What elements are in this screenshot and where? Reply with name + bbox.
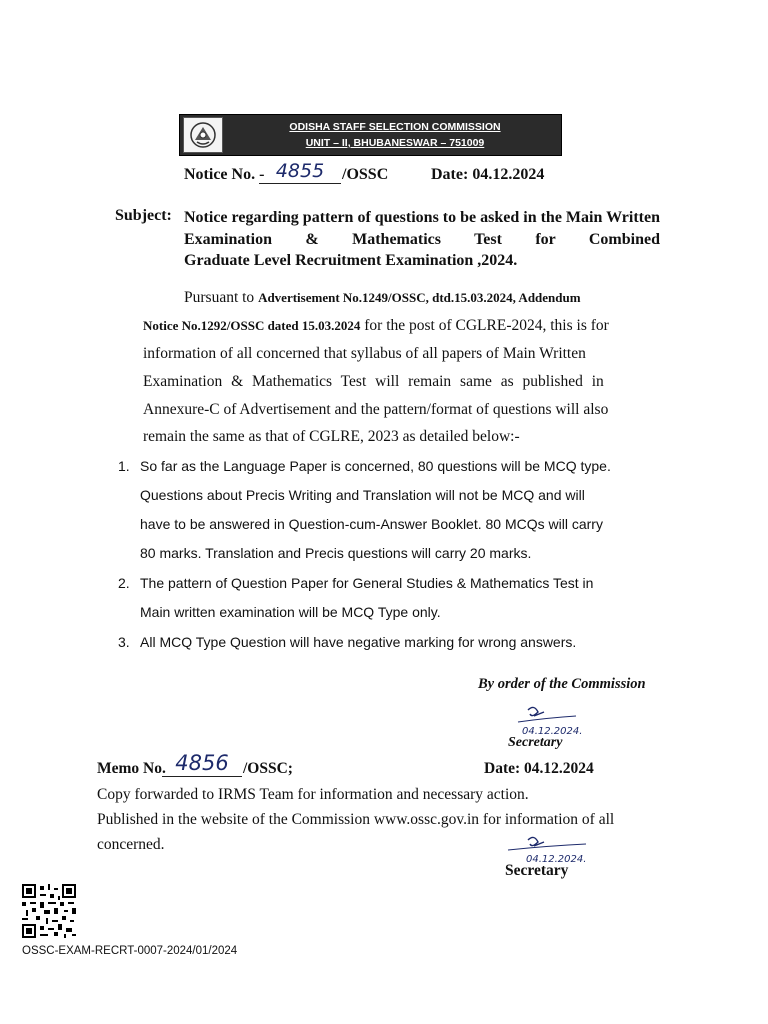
qr-code-icon: [22, 884, 76, 938]
subject-line-2: Written Examination & Mathematics Test for Combined: [184, 209, 661, 248]
subject-line-1: Notice regarding pattern of questions to be asked in the Main: [184, 209, 603, 226]
list-item-2-line-1: The pattern of Question Paper for General Studies & Mathematics Test in: [140, 575, 594, 591]
memo-number-handwritten: 4856: [162, 750, 242, 777]
signature-2-date: 04.12.2024.: [526, 854, 587, 864]
list-item-1-line-1: So far as the Language Paper is concerned, 80 questions will be MCQ type.: [140, 458, 611, 474]
secretary-title-1: Secretary: [508, 735, 563, 750]
published-line-2: concerned.: [97, 836, 165, 853]
list-item-3-line-1: All MCQ Type Question will have negative marking for wrong answers.: [140, 634, 577, 650]
published-line-1: Published in the website of the Commission www.ossc.gov.in for information of all: [97, 811, 615, 828]
body-line-2-rest: for the post of CGLRE-2024, this is for: [360, 317, 609, 334]
memo-suffix: /OSSC;: [243, 760, 293, 777]
body-line-3: information of all concerned that syllabus of all papers of Main Written: [143, 345, 586, 362]
org-name: ODISHA STAFF SELECTION COMMISSION: [289, 121, 501, 133]
signature-1-date: 04.12.2024.: [522, 726, 583, 737]
notice-suffix: /OSSC: [342, 166, 389, 183]
org-address: UNIT – II, BHUBANESWAR – 751009: [305, 137, 485, 149]
secretary-title-2: Secretary: [505, 862, 569, 879]
advertisement-ref: Advertisement No.1249/OSSC, dtd.15.03.2024, Addendum: [258, 290, 581, 305]
list-item-1-line-4: 80 marks. Translation and Precis questions will carry 20 marks.: [140, 545, 532, 561]
list-number-3: 3.: [118, 634, 130, 650]
signature-2-icon: [506, 834, 616, 864]
list-item-1-line-3: have to be answered in Question-cum-Answer Booklet. 80 MCQs will carry: [140, 516, 603, 532]
body-line-5: Annexure-C of Advertisement and the pattern/format of questions will also: [143, 401, 609, 418]
by-order-text: By order of the Commission: [478, 676, 646, 692]
memo-label: Memo No.: [97, 760, 166, 777]
subject-line-3: Graduate Level Recruitment Examination ,2024.: [184, 252, 518, 269]
list-number-2: 2.: [118, 575, 130, 591]
list-number-1: 1.: [118, 458, 130, 474]
banner-text: [235, 119, 555, 151]
emblem-icon: [183, 117, 223, 153]
body-line-4: Examination & Mathematics Test will remain same as published in: [143, 373, 604, 390]
memo-date: Date: 04.12.2024: [484, 760, 594, 777]
body-line-1: [184, 289, 701, 307]
list-item-2-line-2: Main written examination will be MCQ Type only.: [140, 604, 441, 620]
notice-date: Date: 04.12.2024: [431, 166, 545, 183]
addendum-ref: Notice No.1292/OSSC dated 15.03.2024: [143, 318, 361, 333]
subject-label: Subject:: [115, 207, 172, 224]
subject-text: [184, 207, 660, 272]
signature-1-icon: [516, 702, 606, 738]
body-line-6: remain the same as that of CGLRE, 2023 as detailed below:-: [143, 428, 520, 445]
notice-number-handwritten: 4855: [259, 158, 341, 184]
notice-label: Notice No. -: [184, 166, 265, 183]
copy-forwarded-line: Copy forwarded to IRMS Team for information and necessary action.: [97, 786, 529, 803]
list-item-1-line-2: Questions about Precis Writing and Translation will not be MCQ and will: [140, 487, 585, 503]
document-reference: OSSC-EXAM-RECRT-0007-2024/01/2024: [22, 945, 238, 957]
body-line-2: [143, 317, 660, 335]
pursuant-text: Pursuant to: [184, 289, 255, 306]
